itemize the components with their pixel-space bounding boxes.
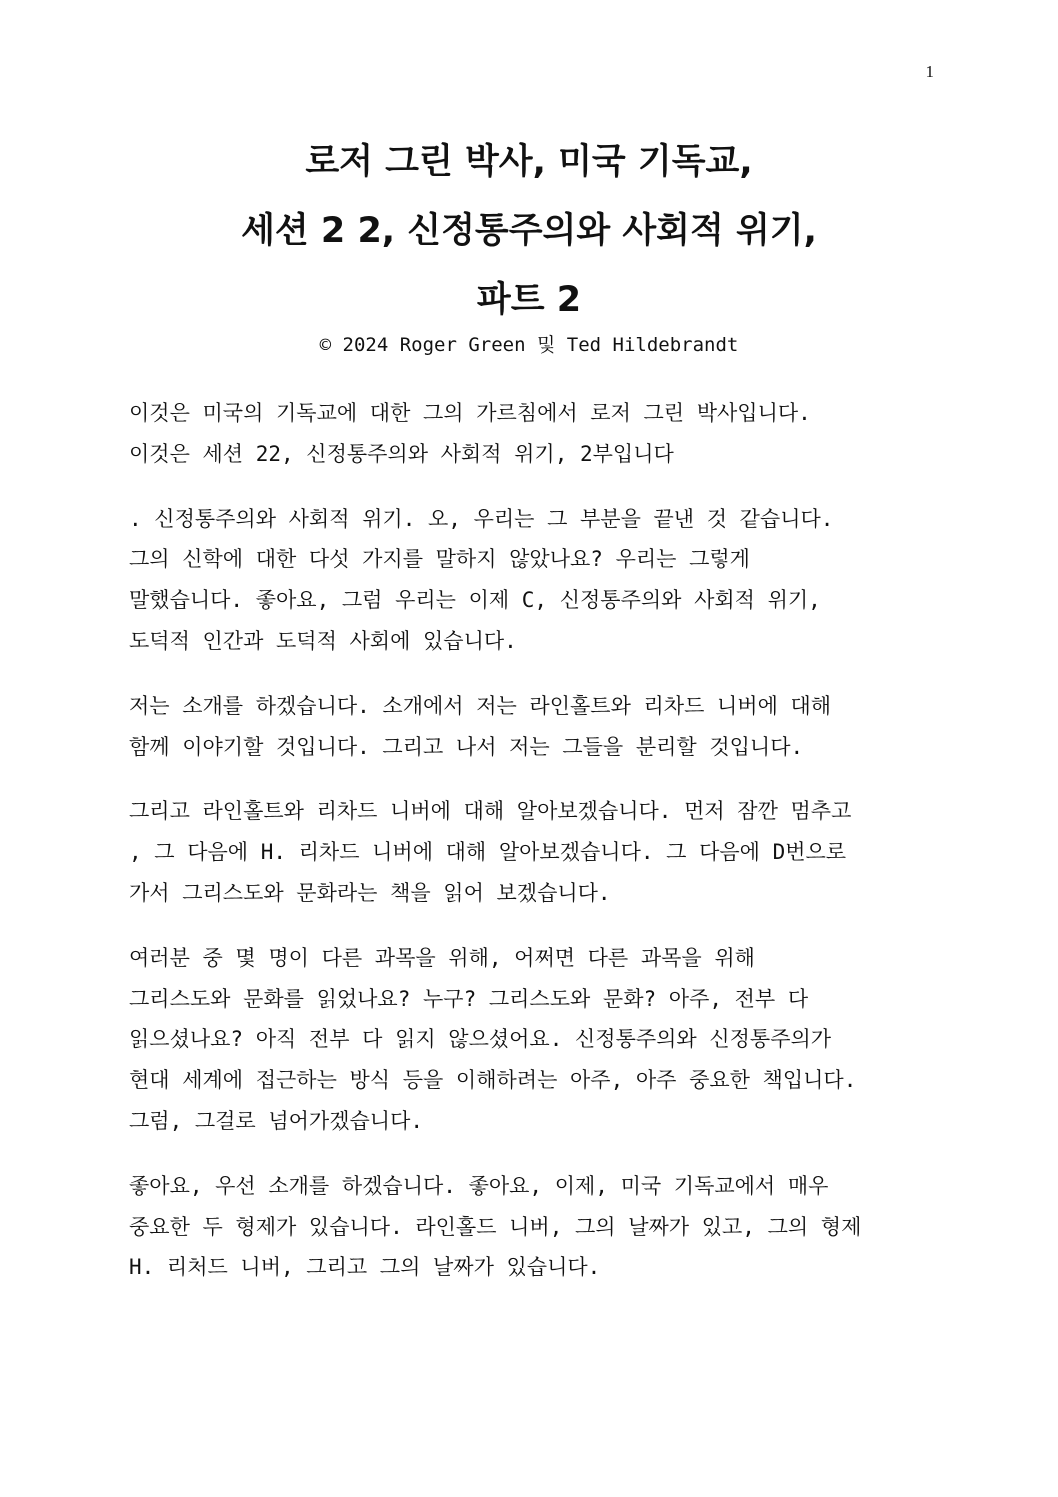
- text-line: 중요한 두 형제가 있습니다. 라인홀드 니버, 그의 날짜가 있고, 그의 형제: [129, 1214, 862, 1239]
- text-line: 이것은 세션 22, 신정통주의와 사회적 위기, 2부입니다: [129, 441, 674, 466]
- page-number: 1: [925, 62, 934, 81]
- text-line: 그리고 라인홀트와 리차드 니버에 대해 알아보겠습니다. 먼저 잠깐 멈추고: [129, 799, 852, 824]
- paragraph: [129, 1166, 939, 1288]
- text-line: 현대 세계에 접근하는 방식 등을 이해하려는 아주, 아주 중요한 책입니다.: [129, 1068, 857, 1093]
- text-line: . 신정통주의와 사회적 위기. 오, 우리는 그 부분을 끝낸 것 같습니다.: [129, 506, 834, 531]
- text-line: 도덕적 인간과 도덕적 사회에 있습니다.: [129, 628, 517, 653]
- paragraph: [129, 938, 939, 1142]
- title-line: 로저 그린 박사, 미국 기독교,: [305, 142, 753, 182]
- paragraph: [129, 791, 939, 913]
- document-body: [129, 393, 939, 1312]
- paragraph: [129, 393, 939, 475]
- text-line: 여러분 중 몇 명이 다른 과목을 위해, 어쩌면 다른 과목을 위해: [129, 945, 755, 970]
- text-line: , 그 다음에 H. 리차드 니버에 대해 알아보겠습니다. 그 다음에 D번으로: [129, 840, 847, 865]
- paragraph: [129, 499, 939, 662]
- text-line: 저는 소개를 하겠습니다. 소개에서 저는 라인홀트와 리차드 니버에 대해: [129, 693, 832, 718]
- copyright-notice: © 2024 Roger Green 및 Ted Hildebrandt: [319, 334, 739, 356]
- text-line: 그럼, 그걸로 넘어가겠습니다.: [129, 1108, 424, 1133]
- text-line: 그의 신학에 대한 다섯 가지를 말하지 않았나요? 우리는 그렇게: [129, 547, 750, 572]
- title-line: 세션 2 2, 신정통주의와 사회적 위기,: [241, 211, 817, 251]
- text-line: 그리스도와 문화를 읽었나요? 누구? 그리스도와 문화? 아주, 전부 다: [129, 986, 809, 1011]
- text-line: 이것은 미국의 기독교에 대한 그의 가르침에서 로저 그린 박사입니다.: [129, 401, 811, 425]
- text-line: 가서 그리스도와 문화라는 책을 읽어 보겠습니다.: [129, 880, 611, 905]
- document-title: [0, 128, 1058, 335]
- title-line: 파트 2: [476, 280, 582, 320]
- paragraph: [129, 686, 939, 768]
- text-line: 읽으셨나요? 아직 전부 다 읽지 않으셨어요. 신정통주의와 신정통주의가: [129, 1027, 832, 1052]
- text-line: H. 리처드 니버, 그리고 그의 날짜가 있습니다.: [129, 1255, 601, 1280]
- text-line: 함께 이야기할 것입니다. 그리고 나서 저는 그들을 분리할 것입니다.: [129, 734, 804, 759]
- text-line: 말했습니다. 좋아요, 그럼 우리는 이제 C, 신정통주의와 사회적 위기,: [129, 588, 821, 613]
- text-line: 좋아요, 우선 소개를 하겠습니다. 좋아요, 이제, 미국 기독교에서 매우: [129, 1173, 829, 1198]
